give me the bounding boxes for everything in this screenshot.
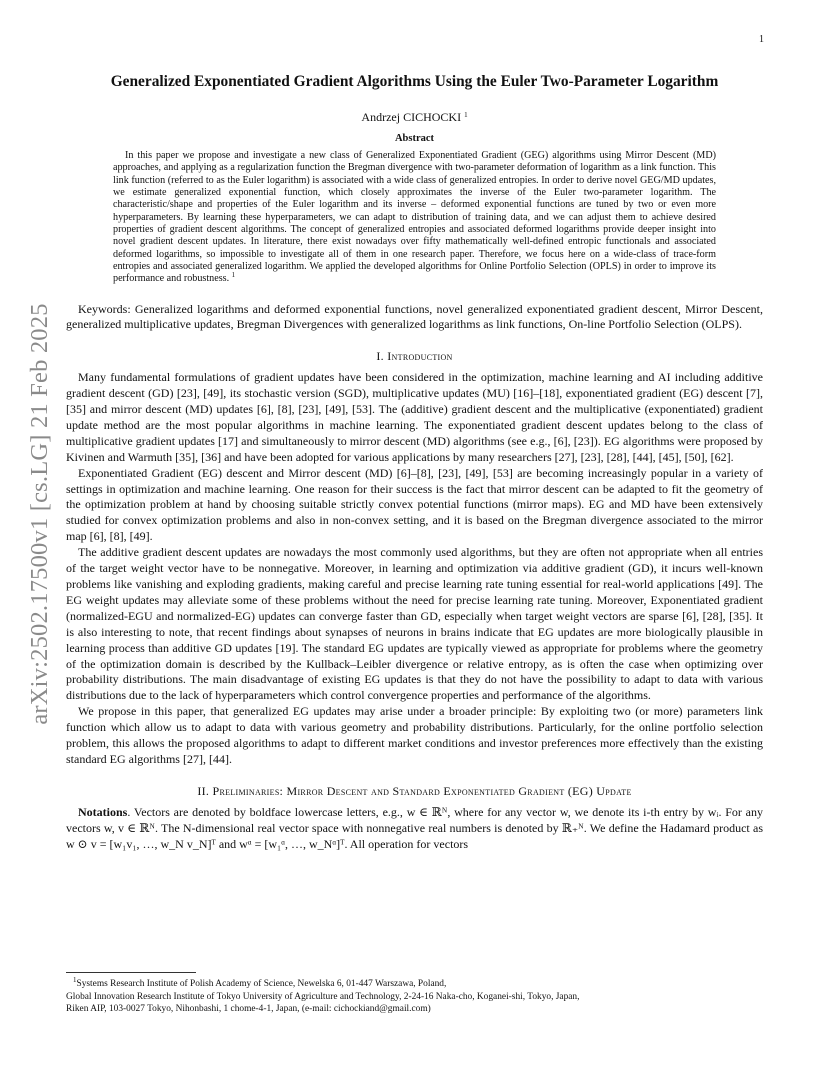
footnote-mark: 1 (73, 976, 77, 984)
footnote-line-2: Global Innovation Research Institute of Tokyo University of Agriculture and Technology, 2-24-16 Naka-cho, Koganei-shi, Tokyo, Japan, (66, 991, 580, 1002)
notations-label: Notations (78, 804, 128, 819)
abstract-heading: Abstract (394, 133, 435, 144)
abstract-body: In this paper we propose and investigate a new class of Generalized Exponentiated Gradient (GEG) algorithms using Mirror Descent (MD) approaches, and applying as a regularization function the Bregman divergence with two-parameter deformation of logarithm as a link function. This link function (referred to as the Euler logarithm) is associated with a wide class of generalized entropies. In order to derive novel GEG/MD updates, we estimate generalized exponential function, which closely approximates the inverse of the Euler two-parameter logarithm. The characteristic/shape and properties of the Euler logarithm and its inverse – deformed exponential functions are tuned by two or even more hyperparameters. By learning these hyperparameters, we can adapt to distribution of training data, and we can adjust them to achieve desired properties of gradient descent algorithms. The concept of generalized entropies and associated deformed logarithms provide deeper insight into novel gradient descent updates. In literature, there exist nowadays over fifty mathematically well-defined entropic functionals and associated deformed logarithms, so impossible to investigate all of them in one research paper. Therefore, we focus here on a wide-class of trace-form entropies and associated generalized logarithm. We applied the developed algorithms for Online Portfolio Selection (OPLS) in order to improve its performance and robustness. (113, 150, 716, 285)
intro-paragraph-4: We propose in this paper, that generalized EG updates may arise under a broader principle: By exploiting two (or more) parameters link function which allow us to adapt to data with various geometry and probability distributions. Particularly, for the online portfolio selection problem, this allows the proposed algorithms to adapt to different market conditions and investor preferences more effectively than the existing standard EG algorithms [27], [44]. (66, 704, 763, 766)
main-content (66, 72, 763, 853)
intro-paragraph-2: Exponentiated Gradient (EG) descent and Mirror descent (MD) [6]–[8], [23], [49], [53] are becoming increasingly popular in a variety of settings in optimization and machine learning. One reason for their success is the fact that mirror descent can be adapted to fit the geometry of the optimization problem at hand by choosing suitable strictly convex potential functions (mirror maps). EG and MD have been extensively studied for convex optimization problems and also in non-convex setting, and it is based on the Bregman divergence associated to the mirror map [6], [8], [49]. (66, 465, 763, 544)
keywords: Keywords: Generalized logarithms and deformed exponential functions, novel generalized exponentiated gradient descent, Mirror Descent, generalized multiplicative updates, Bregman Divergences with generalized logarithms as link functions, On-line Portfolio Selection (OLPS). (66, 301, 763, 332)
abstract-footnote-mark: 1 (231, 271, 236, 280)
notations-paragraph (66, 805, 763, 853)
author-name: Andrzej CICHOCKI (361, 110, 462, 124)
footnote-line-3: Riken AIP, 103-0027 Tokyo, Nihonbashi, 1 chome-4-1, Japan, (e-mail: cichockiand@gmail.com) (66, 1004, 431, 1014)
notations-text: . Vectors are denoted by boldface lowercase letters, e.g., w ∈ ℝᴺ, where for any vector w, we denote its i-th entry by wᵢ. For any vectors w, v ∈ ℝᴺ. The N-dimensional real vector space with nonnegative real numbers is denoted by ℝ₊ᴺ. We define the Hadamard product as w ⊙ v = [w₁v₁, …, w_N v_N]ᵀ and wᵅ = [w₁ᵅ, …, w_Nᵅ]ᵀ. All operation for vectors (66, 804, 763, 851)
author-footnote-mark: 1 (464, 111, 468, 119)
abstract-text (113, 150, 716, 286)
footnote-line-1: $^1$Systems Research Institute of Polish Academy of Science, Newelska 6, 01-447 Warszawa, Poland, (73, 976, 447, 989)
paper-title: Generalized Exponentiated Gradient Algorithms Using the Euler Two-Parameter Logarithm (110, 73, 719, 90)
intro-paragraph-3: The additive gradient descent updates are nowadays the most commonly used algorithms, but they are often not appropriate when all entries of the target weight vector have to be nonnegative. Moreover, in learning and optimization via additive gradient (GD), it incurs well-known problems like vanishing and exploding gradients, making careful and precise learning rate tuning essential for real-world applications [49]. The EG weight updates may alleviate some of these problems without the need for precise learning rate tuning. Moreover, Exponentiated gradient (normalized-EGU and normalized-EG) updates can converge faster than GD, especially when target weight vectors are sparse [6], [28], [35]. It is also interesting to note, that recent findings about synapses of neurons in brains indicate that EG updates are more biologically plausible in learning process than additive GD updates [19]. The standard EG updates are typically viewed as appropriate for problems where the geometry of the optimization domain is described by the Kullback–Leibler divergence or relative entropy, as is often the case when optimizing over probability distributions. The main disadvantage of existing EG updates is that they do not have the possibility to adapt to data with various distributions due to the lack of hyperparameters which control convergence properties and performance of the algorithms. (66, 545, 763, 703)
section-heading-introduction (66, 349, 763, 364)
arxiv-sidebar-stamp (22, 264, 58, 764)
section-number: I. (376, 349, 384, 364)
footnote (66, 978, 763, 1016)
section-heading-preliminaries (66, 784, 763, 799)
page-number: 1 (759, 34, 764, 45)
author-line (66, 109, 763, 125)
arxiv-identifier: arXiv:2502.17500v1 [cs.LG] 21 Feb 2025 (26, 303, 53, 725)
footnote-rule (66, 972, 196, 973)
section-number: II. (197, 783, 210, 798)
section-title: Introduction (387, 349, 453, 364)
intro-paragraph-1: Many fundamental formulations of gradient updates have been considered in the optimization, machine learning and AI including additive gradient descent (GD) [23], [49], its stochastic version (SGD), multiplicative updates (MU) [16]–[18], exponentiated gradient (EG) descent [7], [35] and mirror descent (MD) updates [6], [8], [23], [49], [53]. The (additive) gradient descent and the multiplicative (exponentiated) gradient update method are the most popular algorithms in machine learning. The exponentiated gradient descent updates belong to the class of multiplicative gradient updates [17] and simultaneously to mirror descent (MD) algorithms (see e.g., [6], [23]). EG algorithms were proposed by Kivinen and Warmuth [35], [36] and have been adopted for various applications by many researchers [27], [23], [28], [44], [45], [50], [62]. (66, 370, 763, 464)
section-title: Preliminaries: Mirror Descent and Standard Exponentiated Gradient (EG) Update (212, 783, 632, 798)
